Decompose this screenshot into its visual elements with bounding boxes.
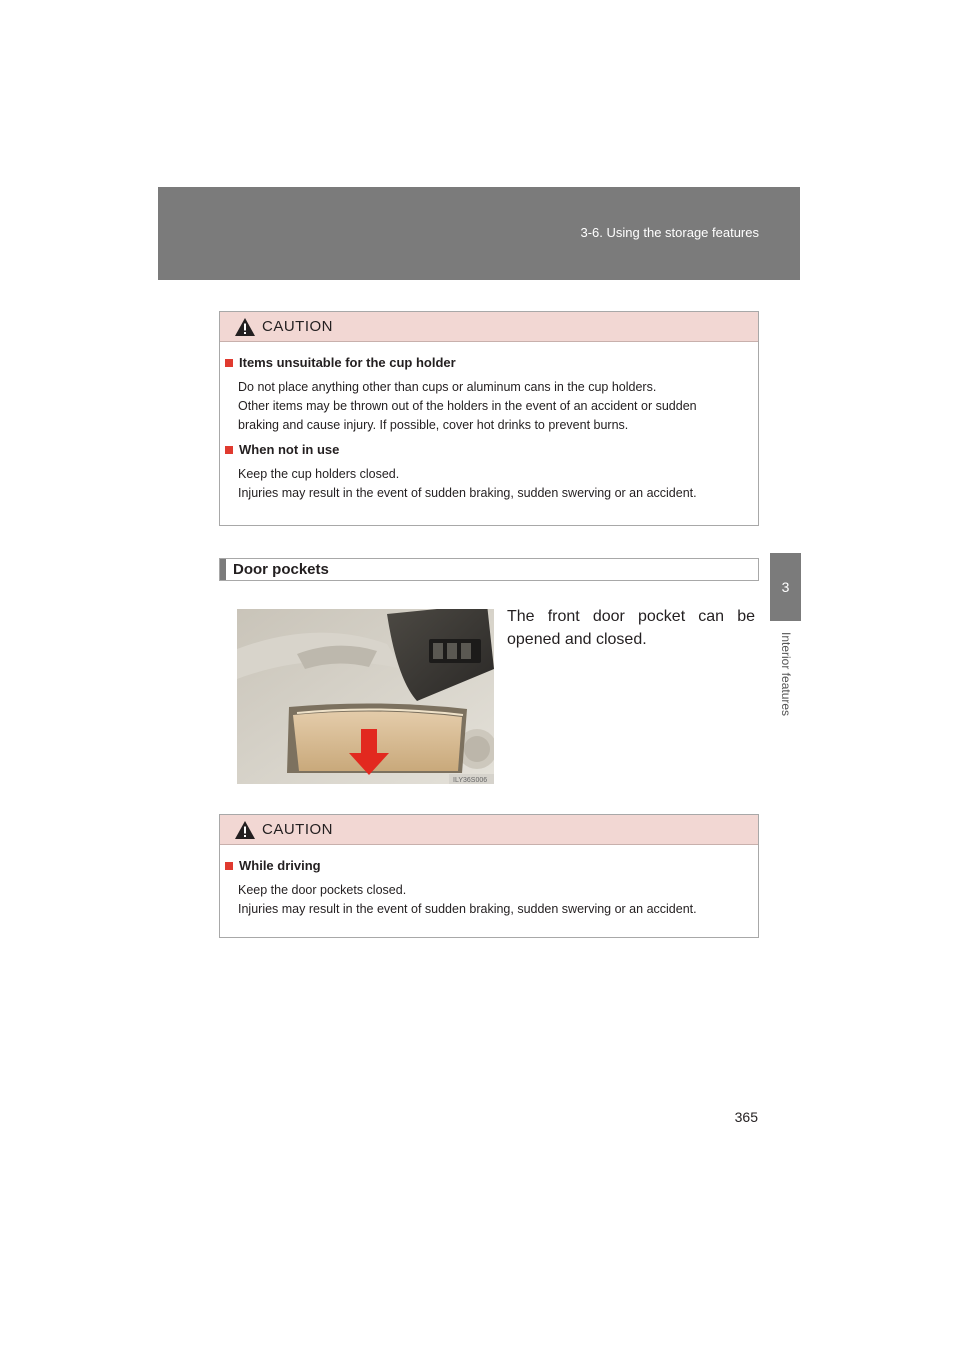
caution-text-line: Keep the cup holders closed. [238, 467, 400, 481]
door-pocket-photo [237, 609, 494, 784]
image-code: ILY36S006 [453, 777, 488, 784]
caution-text-line: braking and cause injury. If possible, cover hot drinks to prevent burns. [238, 418, 629, 432]
red-square-bullet-icon [225, 862, 233, 870]
caution-item-heading: When not in use [239, 442, 340, 457]
caution-item [225, 441, 748, 503]
caution-title: CAUTION [262, 821, 333, 838]
caution-text-line: Injuries may result in the event of sudden braking, sudden swerving or an accident. [238, 486, 697, 500]
caution-text-line: Keep the door pockets closed. [238, 883, 407, 897]
warning-triangle-icon [234, 317, 256, 337]
caution-text-line: Injuries may result in the event of sudden braking, sudden swerving or an accident. [238, 902, 697, 916]
chapter-tab [770, 553, 801, 621]
door-pockets-title: Door pockets [233, 561, 329, 578]
caution-item [225, 857, 748, 919]
caution-item-heading: Items unsuitable for the cup holder [239, 355, 456, 370]
caution-text-line: Other items may be thrown out of the holders in the event of an accident or sudden [238, 399, 697, 413]
chapter-number: 3 [781, 579, 790, 595]
chapter-label: Interior features [779, 632, 793, 717]
caution-body [220, 342, 758, 521]
caution-header [220, 815, 758, 845]
caution-item [225, 354, 748, 435]
warning-triangle-icon [234, 820, 256, 840]
page-number: 365 [734, 1109, 758, 1125]
caution-header [220, 312, 758, 342]
caution-item-heading: While driving [239, 858, 321, 873]
section-title: 3-6. Using the storage features [580, 225, 759, 240]
red-square-bullet-icon [225, 446, 233, 454]
caution-box-top [219, 311, 759, 526]
caution-text-line: Do not place anything other than cups or aluminum cans in the cup holders. [238, 380, 657, 394]
caution-body [220, 845, 758, 937]
heading-bar [220, 559, 226, 580]
red-square-bullet-icon [225, 359, 233, 367]
header-band [158, 187, 800, 280]
door-pockets-heading [219, 558, 759, 581]
caution-title: CAUTION [262, 318, 333, 335]
caution-box-bottom [219, 814, 759, 938]
door-pocket-description: The front door pocket can be opened and closed. [507, 608, 755, 648]
